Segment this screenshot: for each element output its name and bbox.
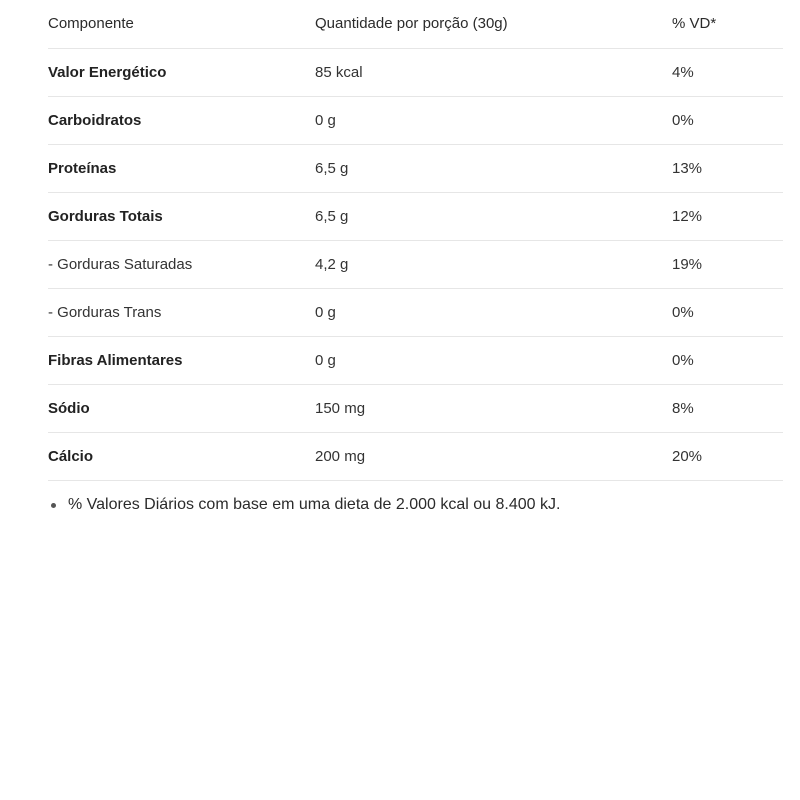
table-row [48,97,783,145]
table-row [48,289,783,337]
nutrient-name: Cálcio [48,433,315,481]
nutrient-name: Valor Energético [48,49,315,97]
nutrient-name: - Gorduras Trans [48,289,315,337]
nutrient-quantity: 0 g [315,337,672,385]
nutrient-quantity: 4,2 g [315,241,672,289]
nutrient-dv: 0% [672,97,783,145]
nutrient-name: Carboidratos [48,97,315,145]
footnote-text: % Valores Diários com base em uma dieta de 2.000 kcal ou 8.400 kJ. [68,496,561,513]
nutrient-dv: 8% [672,385,783,433]
table-body [48,49,783,481]
column-header-quantity: Quantidade por porção (30g) [315,0,672,49]
nutrient-dv: 19% [672,241,783,289]
nutrient-name: Gorduras Totais [48,193,315,241]
nutrient-quantity: 200 mg [315,433,672,481]
footnote-list [48,492,783,518]
nutrient-name: Sódio [48,385,315,433]
table-row [48,193,783,241]
bullet-dot-icon [51,503,56,508]
nutrient-name: - Gorduras Saturadas [48,241,315,289]
nutrient-dv: 0% [672,289,783,337]
table-row [48,241,783,289]
nutrient-quantity: 85 kcal [315,49,672,97]
nutrient-quantity: 6,5 g [315,145,672,193]
nutrient-name: Fibras Alimentares [48,337,315,385]
nutrient-quantity: 150 mg [315,385,672,433]
nutrient-dv: 13% [672,145,783,193]
column-header-dv: % VD* [672,0,783,49]
nutrient-dv: 20% [672,433,783,481]
table-row [48,145,783,193]
table-row [48,49,783,97]
table-header [48,0,783,49]
nutrition-table-container [48,0,783,481]
nutrition-table [48,0,783,481]
nutrient-quantity: 0 g [315,97,672,145]
nutrient-quantity: 0 g [315,289,672,337]
footnote-item [48,492,783,518]
nutrient-dv: 4% [672,49,783,97]
nutrient-name: Proteínas [48,145,315,193]
table-row [48,433,783,481]
nutrient-quantity: 6,5 g [315,193,672,241]
column-header-component: Componente [48,0,315,49]
table-header-row [48,0,783,49]
table-row [48,385,783,433]
nutrient-dv: 12% [672,193,783,241]
nutrient-dv: 0% [672,337,783,385]
table-row [48,337,783,385]
